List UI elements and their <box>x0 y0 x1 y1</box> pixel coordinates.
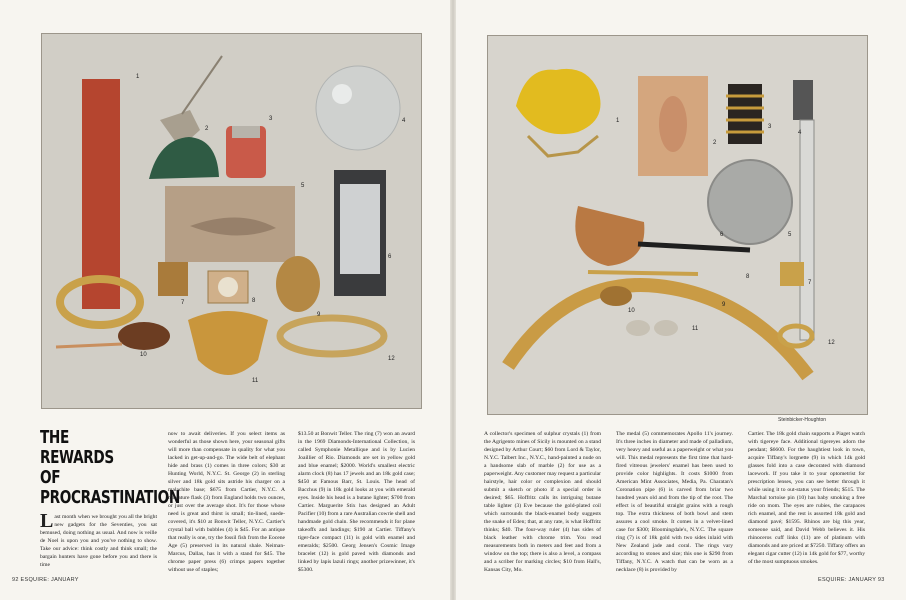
ruler <box>793 80 813 120</box>
pipe <box>575 206 644 266</box>
photo-number: 4 <box>798 130 802 136</box>
photo-number: 5 <box>788 232 792 238</box>
sulphur-crystals <box>516 69 601 134</box>
square-ring <box>780 262 804 286</box>
right-photo-illustration <box>488 36 867 414</box>
malachite-base <box>149 137 219 179</box>
photo-number: 5 <box>301 183 305 189</box>
photo-number: 11 <box>692 326 699 332</box>
photo-number: 10 <box>140 352 147 358</box>
eve-lighter <box>728 84 762 144</box>
article-column-1 <box>40 510 157 569</box>
photo-number: 9 <box>317 312 321 318</box>
photo-credit: Steinbicker-Houghton <box>778 417 827 423</box>
right-product-photo <box>487 35 868 415</box>
photo-number: 4 <box>402 118 406 124</box>
pacifier-shell <box>118 322 170 350</box>
photo-number: 11 <box>252 378 259 384</box>
article-column-5: The medal (5) commemorates Apollo 11's journey. It's three inches in diameter and made of palladium, very heavy and useful as a paperweight or what you will. This medal represents the first time that hard-fired vitreous jewelers' enamel has been used to provide color highlights. It costs $1000 from American Mint Associates, Media, Pa. Charatan's Coronation pipe (6) is carved from briar two hundred years old and from the tip of the root. The effect is of beautiful straight grains with a rough top. The extra thickness of both bowl and stem assures a cool smoke. It comes in a velvet-lined case for $300; Bloomingdale's, N.Y.C. The square ring (7) is of 18k gold with two sides inlaid with New Zealand jade and coral. The rings vary according to stones and size; this one is $290 from Tiffany, N.Y.C. A watch that can be worn as a necklace (8) is provided by <box>616 431 733 573</box>
column-text: ast month when we brought you all the bright new gadgets for the Seventies, you sat bemused, doing nothing as usual. And now is veille de Noel is upon you and you've nothing to show. Take our advice: think costly and think small; the bargain hunters have gone before you and there is time <box>40 514 157 568</box>
photo-number: 10 <box>628 308 635 314</box>
photo-number: 3 <box>768 124 772 130</box>
photo-number: 8 <box>746 274 750 280</box>
photo-number: 8 <box>252 298 256 304</box>
right-folio: ESQUIRE: JANUARY 93 <box>818 577 885 583</box>
article-column-6: Cartier. The 18k gold chain supports a Piaget watch with tigereye face. Additional tigereyes adorn the pendant; $6600. For the haughtiest look in town, acquire Tiffany's lorgnette (9) in which 14k gold glasses fold into a case decorated with diamond lacework. If you take it to your optometrist for prescription lenses, you can see better through it while using it to out-status your friends; $515. The Marchal tortoise pin (10) has baby smoking a free ride on mom. The eyes are rubies, the carapaces rich enamel, and the rest is assorted 18k gold and diamond pavé; $1595. Rhinos are big this year, someone said, and David Webb believes it. His rhinoceros cuff links (11) are of platinum with diamonds and are priced at $7250. Tiffany offers an elegant cigar cutter (12) in 14k gold for $77, worthy of the most sumptuous smokes. <box>748 431 865 565</box>
photo-number: 12 <box>828 340 835 346</box>
tortoise-pin <box>600 286 632 306</box>
photo-number: 2 <box>205 126 209 132</box>
cuff-link <box>626 320 650 336</box>
photo-number: 6 <box>720 232 724 238</box>
photo-number: 9 <box>722 302 726 308</box>
left-folio: 92 ESQUIRE: JANUARY <box>12 577 79 583</box>
left-product-photo <box>41 33 422 409</box>
photo-number: 7 <box>181 300 185 306</box>
article-column-3: $13.50 at Bonwit Teller. The ring (7) won an award in the 1969 Diamonds-International Collection, is called Symphonie Metallique and is by Lucien Joaillier of Rio. Diamonds are set in yellow gold and blue enamel; $2000. World's smallest electric alarm clock (8) has 17 jewels and an 18k gold case; $450 at Famous Barr, St. Louis. The head of Bacchus (9) in 18k gold looks at you with emerald eyes. Inside his head is a butane lighter; $700 from Cartier. Marguerite Stix has designed an Adult Pacifier (10) from a rare Australian cowrie shell and handmade gold chain. She recommends it for plane takeoffs and landings; $190 at Cartier. Tiffany's tiger-face compact (11) is gold with enamel and emeralds; $2500. Georg Jensen's Cosmic Image bracelet (12) is gold paved with diamonds and linked by lapis lazuli rings; another prizewinner, it's $5300. <box>298 431 415 573</box>
bacchus-lighter <box>276 256 320 312</box>
photo-number: 1 <box>616 118 620 124</box>
photo-number: 3 <box>269 116 273 122</box>
bracelet <box>280 318 384 354</box>
belt <box>82 79 120 309</box>
photo-number: 7 <box>808 280 812 286</box>
photo-number: 2 <box>713 140 717 146</box>
article-column-2: now to await deliveries. If you select items as wonderful as those shown here, your seasonal gifts will more than compensate in quality for what you lacked in get-up-and-go. The wide belt of elephant hide and brass (1) comes in three colors; $30 at Hunting World, N.Y.C. St. George (2) in sterling silver and 18k gold sits astride his charger on a malachite base; $675 from Cartier, N.Y.C. A miniature flask (3) from England holds two ounces, or just over the average shot. It's for those whose need is great and thirst is small; tin-lined, suede-covered, it's $10 at Bonwit Teller, N.Y.C. Cartier's crystal ball with bubbles (4) is $45. For an antique that really is one, try the fossil fish from the Eocene Age (5) preserved in its natural shale. Neiman-Marcus, Dallas, has it with a stand for $45. The chrome paper press (6) crimps papers together without use of staples; <box>168 431 285 573</box>
photo-number: 12 <box>388 356 395 362</box>
lorgnette <box>588 272 698 274</box>
photo-number: 6 <box>388 254 392 260</box>
page-gutter <box>450 0 456 600</box>
photo-number: 1 <box>136 74 140 80</box>
crystal-ball <box>316 66 400 150</box>
article-column-4: A collector's specimen of sulphur crystals (1) from the Agrigento mines of Sicily is mounted on a stand designed by Arthur Court; $60 from Lord & Taylor, N.Y.C. Talbert Inc., N.Y.C., hand-painted a nude on a handsome slab of marble (2) for use as a paperweight. Any customer may request a particular hairstyle, hair color or complexion and should submit a sketch or photo if a special order is desired; $65. Hoffritz calls its intriguing butane table lighter (3) Eve because the gold-plated coil which surrounds the black-enamel body suggests the snake of Eden; that, at any rate, is what Hoffritz thinks; $40. The four-way ruler (4) has sides of black leather with chrome trim. You read measurements both in meters and feet and from a window on the top; there is also a level, a compass and a scriber for marking circles; $10 from Hall's, Kansas City, Mo. <box>484 431 601 573</box>
cuff-link <box>654 320 678 336</box>
tiger-compact <box>188 311 268 375</box>
article-title: THE REWARDS OF PROCRASTINATION <box>40 428 180 508</box>
ring <box>158 262 188 296</box>
drop-cap: L <box>40 510 54 532</box>
left-photo-illustration <box>42 34 421 408</box>
